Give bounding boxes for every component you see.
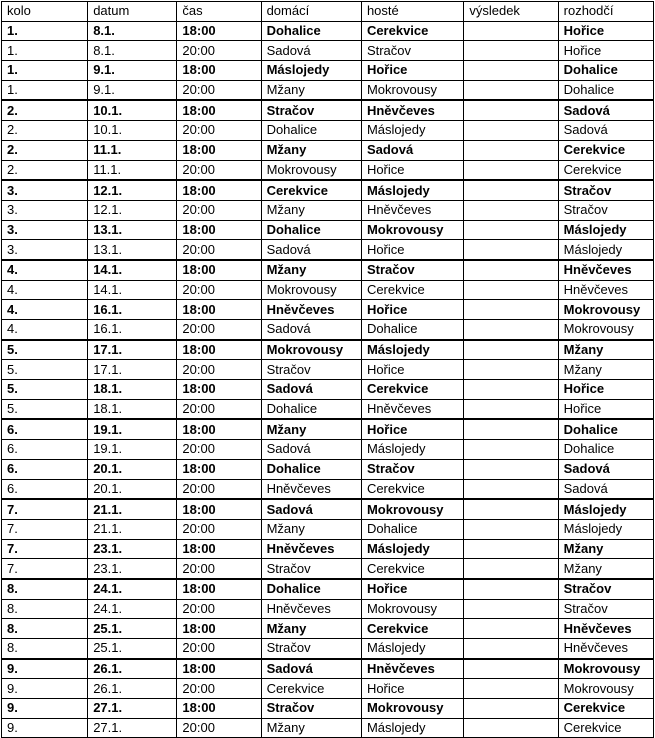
table-row — [2, 340, 654, 360]
cell-kolo: 6. — [2, 479, 88, 499]
table-row — [2, 360, 654, 380]
cell-vysledek[interactable] — [464, 579, 558, 599]
cell-vysledek[interactable] — [464, 440, 558, 460]
cell-vysledek[interactable] — [464, 659, 558, 679]
cell-cas: 18:00 — [177, 140, 261, 160]
cell-cas: 18:00 — [177, 300, 261, 320]
cell-rozhodci: Máslojedy — [558, 220, 653, 240]
cell-domaci: Sadová — [261, 440, 361, 460]
cell-rozhodci: Mokrovousy — [558, 659, 653, 679]
cell-hoste: Sadová — [361, 140, 463, 160]
cell-domaci: Stračov — [261, 100, 361, 120]
table-row — [2, 659, 654, 679]
cell-kolo: 9. — [2, 699, 88, 719]
cell-datum: 9.1. — [88, 61, 177, 81]
cell-datum: 8.1. — [88, 41, 177, 61]
cell-vysledek[interactable] — [464, 499, 558, 519]
cell-cas: 18:00 — [177, 619, 261, 639]
header-kolo: kolo — [2, 2, 88, 22]
table-row — [2, 639, 654, 659]
cell-rozhodci: Hněvčeves — [558, 280, 653, 300]
cell-datum: 24.1. — [88, 599, 177, 619]
cell-rozhodci: Hněvčeves — [558, 639, 653, 659]
cell-domaci: Dohalice — [261, 459, 361, 479]
cell-hoste: Cerekvice — [361, 559, 463, 579]
cell-cas: 18:00 — [177, 539, 261, 559]
header-row — [2, 2, 654, 22]
cell-datum: 27.1. — [88, 718, 177, 738]
cell-datum: 11.1. — [88, 140, 177, 160]
cell-hoste: Máslojedy — [361, 639, 463, 659]
cell-vysledek[interactable] — [464, 519, 558, 539]
cell-domaci: Mžany — [261, 419, 361, 439]
cell-hoste: Mokrovousy — [361, 220, 463, 240]
cell-cas: 18:00 — [177, 499, 261, 519]
cell-domaci: Mžany — [261, 80, 361, 100]
cell-datum: 26.1. — [88, 679, 177, 699]
cell-kolo: 1. — [2, 80, 88, 100]
cell-domaci: Mžany — [261, 519, 361, 539]
table-row — [2, 679, 654, 699]
cell-vysledek[interactable] — [464, 679, 558, 699]
cell-kolo: 4. — [2, 300, 88, 320]
cell-domaci: Cerekvice — [261, 180, 361, 200]
cell-rozhodci: Máslojedy — [558, 240, 653, 260]
table-row — [2, 300, 654, 320]
cell-kolo: 4. — [2, 320, 88, 340]
cell-hoste: Hněvčeves — [361, 399, 463, 419]
cell-kolo: 9. — [2, 659, 88, 679]
cell-vysledek[interactable] — [464, 599, 558, 619]
cell-hoste: Máslojedy — [361, 718, 463, 738]
cell-domaci: Dohalice — [261, 579, 361, 599]
table-row — [2, 320, 654, 340]
cell-kolo: 2. — [2, 140, 88, 160]
cell-hoste: Cerekvice — [361, 280, 463, 300]
cell-kolo: 8. — [2, 619, 88, 639]
cell-vysledek[interactable] — [464, 160, 558, 180]
cell-hoste: Hořice — [361, 160, 463, 180]
cell-domaci: Hněvčeves — [261, 300, 361, 320]
cell-hoste: Máslojedy — [361, 121, 463, 141]
cell-kolo: 1. — [2, 61, 88, 81]
cell-rozhodci: Sadová — [558, 459, 653, 479]
table-row — [2, 599, 654, 619]
header-domaci: domácí — [261, 2, 361, 22]
cell-rozhodci: Mžany — [558, 340, 653, 360]
cell-kolo: 9. — [2, 679, 88, 699]
cell-domaci: Mžany — [261, 200, 361, 220]
cell-cas: 20:00 — [177, 121, 261, 141]
table-row — [2, 61, 654, 81]
cell-kolo: 6. — [2, 459, 88, 479]
cell-cas: 18:00 — [177, 180, 261, 200]
cell-vysledek[interactable] — [464, 260, 558, 280]
cell-hoste: Hořice — [361, 419, 463, 439]
cell-hoste: Hněvčeves — [361, 659, 463, 679]
cell-domaci: Hněvčeves — [261, 479, 361, 499]
cell-cas: 18:00 — [177, 579, 261, 599]
cell-rozhodci: Mžany — [558, 360, 653, 380]
cell-datum: 13.1. — [88, 220, 177, 240]
cell-cas: 20:00 — [177, 639, 261, 659]
cell-rozhodci: Hořice — [558, 399, 653, 419]
cell-cas: 20:00 — [177, 160, 261, 180]
cell-datum: 14.1. — [88, 280, 177, 300]
cell-rozhodci: Mokrovousy — [558, 320, 653, 340]
cell-datum: 16.1. — [88, 320, 177, 340]
cell-cas: 20:00 — [177, 440, 261, 460]
cell-rozhodci: Sadová — [558, 121, 653, 141]
cell-datum: 17.1. — [88, 340, 177, 360]
cell-domaci: Stračov — [261, 360, 361, 380]
cell-kolo: 7. — [2, 519, 88, 539]
cell-hoste: Máslojedy — [361, 180, 463, 200]
cell-vysledek[interactable] — [464, 699, 558, 719]
cell-cas: 20:00 — [177, 399, 261, 419]
cell-cas: 20:00 — [177, 280, 261, 300]
cell-domaci: Dohalice — [261, 121, 361, 141]
table-row — [2, 121, 654, 141]
cell-rozhodci: Stračov — [558, 200, 653, 220]
cell-vysledek[interactable] — [464, 380, 558, 400]
cell-cas: 18:00 — [177, 380, 261, 400]
cell-kolo: 3. — [2, 200, 88, 220]
cell-vysledek[interactable] — [464, 280, 558, 300]
cell-hoste: Máslojedy — [361, 440, 463, 460]
cell-vysledek[interactable] — [464, 41, 558, 61]
cell-cas: 20:00 — [177, 360, 261, 380]
cell-datum: 8.1. — [88, 21, 177, 41]
cell-cas: 20:00 — [177, 519, 261, 539]
cell-rozhodci: Sadová — [558, 479, 653, 499]
cell-vysledek[interactable] — [464, 220, 558, 240]
cell-kolo: 5. — [2, 340, 88, 360]
cell-rozhodci: Dohalice — [558, 61, 653, 81]
cell-datum: 18.1. — [88, 399, 177, 419]
table-row — [2, 440, 654, 460]
cell-domaci: Dohalice — [261, 220, 361, 240]
cell-datum: 10.1. — [88, 121, 177, 141]
cell-vysledek[interactable] — [464, 619, 558, 639]
cell-rozhodci: Stračov — [558, 579, 653, 599]
cell-rozhodci: Hořice — [558, 41, 653, 61]
table-row — [2, 260, 654, 280]
cell-domaci: Máslojedy — [261, 61, 361, 81]
cell-datum: 24.1. — [88, 579, 177, 599]
cell-vysledek[interactable] — [464, 61, 558, 81]
cell-hoste: Cerekvice — [361, 479, 463, 499]
cell-cas: 20:00 — [177, 41, 261, 61]
cell-domaci: Sadová — [261, 240, 361, 260]
cell-cas: 18:00 — [177, 61, 261, 81]
header-rozhodci: rozhodčí — [558, 2, 653, 22]
cell-cas: 18:00 — [177, 419, 261, 439]
cell-datum: 12.1. — [88, 200, 177, 220]
cell-hoste: Dohalice — [361, 320, 463, 340]
cell-datum: 25.1. — [88, 639, 177, 659]
cell-kolo: 8. — [2, 599, 88, 619]
cell-rozhodci: Cerekvice — [558, 699, 653, 719]
schedule-body — [2, 21, 654, 738]
cell-kolo: 7. — [2, 559, 88, 579]
cell-vysledek[interactable] — [464, 459, 558, 479]
cell-rozhodci: Dohalice — [558, 440, 653, 460]
cell-hoste: Mokrovousy — [361, 599, 463, 619]
cell-kolo: 7. — [2, 499, 88, 519]
cell-kolo: 3. — [2, 240, 88, 260]
cell-vysledek[interactable] — [464, 100, 558, 120]
table-row — [2, 200, 654, 220]
cell-kolo: 4. — [2, 260, 88, 280]
cell-domaci: Sadová — [261, 41, 361, 61]
cell-hoste: Hořice — [361, 300, 463, 320]
cell-rozhodci: Cerekvice — [558, 160, 653, 180]
cell-datum: 20.1. — [88, 479, 177, 499]
cell-hoste: Stračov — [361, 260, 463, 280]
cell-datum: 23.1. — [88, 539, 177, 559]
cell-datum: 9.1. — [88, 80, 177, 100]
cell-kolo: 4. — [2, 280, 88, 300]
cell-hoste: Cerekvice — [361, 619, 463, 639]
cell-domaci: Sadová — [261, 659, 361, 679]
table-row — [2, 519, 654, 539]
cell-cas: 20:00 — [177, 479, 261, 499]
cell-datum: 14.1. — [88, 260, 177, 280]
cell-rozhodci: Cerekvice — [558, 718, 653, 738]
header-cas: čas — [177, 2, 261, 22]
table-row — [2, 100, 654, 120]
cell-cas: 20:00 — [177, 80, 261, 100]
table-row — [2, 280, 654, 300]
cell-kolo: 7. — [2, 539, 88, 559]
cell-domaci: Dohalice — [261, 21, 361, 41]
cell-rozhodci: Máslojedy — [558, 499, 653, 519]
cell-cas: 20:00 — [177, 559, 261, 579]
cell-datum: 16.1. — [88, 300, 177, 320]
table-row — [2, 21, 654, 41]
cell-datum: 21.1. — [88, 499, 177, 519]
cell-kolo: 1. — [2, 41, 88, 61]
cell-datum: 25.1. — [88, 619, 177, 639]
cell-domaci: Cerekvice — [261, 679, 361, 699]
cell-hoste: Mokrovousy — [361, 80, 463, 100]
cell-rozhodci: Hněvčeves — [558, 260, 653, 280]
cell-datum: 10.1. — [88, 100, 177, 120]
cell-vysledek[interactable] — [464, 718, 558, 738]
cell-kolo: 6. — [2, 440, 88, 460]
cell-rozhodci: Dohalice — [558, 80, 653, 100]
cell-vysledek[interactable] — [464, 639, 558, 659]
cell-cas: 20:00 — [177, 718, 261, 738]
cell-vysledek[interactable] — [464, 180, 558, 200]
cell-vysledek[interactable] — [464, 399, 558, 419]
cell-cas: 18:00 — [177, 21, 261, 41]
cell-kolo: 5. — [2, 399, 88, 419]
table-row — [2, 399, 654, 419]
cell-hoste: Hořice — [361, 679, 463, 699]
cell-rozhodci: Cerekvice — [558, 140, 653, 160]
cell-datum: 20.1. — [88, 459, 177, 479]
cell-domaci: Mžany — [261, 140, 361, 160]
cell-hoste: Mokrovousy — [361, 499, 463, 519]
cell-domaci: Mžany — [261, 619, 361, 639]
cell-domaci: Mžany — [261, 718, 361, 738]
cell-rozhodci: Mokrovousy — [558, 679, 653, 699]
cell-hoste: Hořice — [361, 61, 463, 81]
cell-cas: 20:00 — [177, 679, 261, 699]
cell-domaci: Sadová — [261, 380, 361, 400]
cell-cas: 18:00 — [177, 220, 261, 240]
cell-vysledek[interactable] — [464, 320, 558, 340]
cell-domaci: Mokrovousy — [261, 160, 361, 180]
cell-cas: 20:00 — [177, 599, 261, 619]
schedule-table — [1, 1, 654, 738]
cell-vysledek[interactable] — [464, 21, 558, 41]
cell-kolo: 8. — [2, 639, 88, 659]
cell-hoste: Cerekvice — [361, 380, 463, 400]
table-row — [2, 180, 654, 200]
table-row — [2, 160, 654, 180]
cell-kolo: 9. — [2, 718, 88, 738]
cell-datum: 19.1. — [88, 419, 177, 439]
cell-rozhodci: Hořice — [558, 21, 653, 41]
cell-hoste: Hořice — [361, 360, 463, 380]
cell-vysledek[interactable] — [464, 360, 558, 380]
cell-vysledek[interactable] — [464, 200, 558, 220]
cell-domaci: Hněvčeves — [261, 539, 361, 559]
cell-datum: 12.1. — [88, 180, 177, 200]
table-row — [2, 80, 654, 100]
cell-cas: 18:00 — [177, 459, 261, 479]
table-row — [2, 619, 654, 639]
cell-rozhodci: Hněvčeves — [558, 619, 653, 639]
table-row — [2, 380, 654, 400]
cell-hoste: Máslojedy — [361, 539, 463, 559]
header-hoste: hosté — [361, 2, 463, 22]
cell-vysledek[interactable] — [464, 340, 558, 360]
cell-cas: 18:00 — [177, 100, 261, 120]
cell-domaci: Mokrovousy — [261, 340, 361, 360]
table-row — [2, 539, 654, 559]
cell-rozhodci: Stračov — [558, 180, 653, 200]
cell-hoste: Stračov — [361, 41, 463, 61]
table-row — [2, 140, 654, 160]
table-row — [2, 419, 654, 439]
cell-hoste: Hořice — [361, 240, 463, 260]
cell-kolo: 8. — [2, 579, 88, 599]
cell-vysledek[interactable] — [464, 559, 558, 579]
cell-datum: 18.1. — [88, 380, 177, 400]
cell-domaci: Stračov — [261, 699, 361, 719]
cell-cas: 18:00 — [177, 659, 261, 679]
cell-kolo: 5. — [2, 360, 88, 380]
cell-rozhodci: Mokrovousy — [558, 300, 653, 320]
header-vysledek: výsledek — [464, 2, 558, 22]
cell-datum: 11.1. — [88, 160, 177, 180]
cell-cas: 20:00 — [177, 200, 261, 220]
header-datum: datum — [88, 2, 177, 22]
cell-datum: 17.1. — [88, 360, 177, 380]
cell-rozhodci: Hořice — [558, 380, 653, 400]
cell-cas: 20:00 — [177, 240, 261, 260]
cell-domaci: Stračov — [261, 559, 361, 579]
table-row — [2, 220, 654, 240]
cell-kolo: 3. — [2, 180, 88, 200]
cell-cas: 18:00 — [177, 340, 261, 360]
cell-kolo: 2. — [2, 160, 88, 180]
table-row — [2, 699, 654, 719]
cell-hoste: Dohalice — [361, 519, 463, 539]
table-row — [2, 459, 654, 479]
cell-vysledek[interactable] — [464, 140, 558, 160]
cell-datum: 26.1. — [88, 659, 177, 679]
cell-domaci: Mžany — [261, 260, 361, 280]
cell-hoste: Hněvčeves — [361, 200, 463, 220]
cell-hoste: Hořice — [361, 579, 463, 599]
cell-cas: 20:00 — [177, 320, 261, 340]
cell-datum: 23.1. — [88, 559, 177, 579]
cell-rozhodci: Stračov — [558, 599, 653, 619]
cell-datum: 21.1. — [88, 519, 177, 539]
cell-vysledek[interactable] — [464, 479, 558, 499]
table-row — [2, 559, 654, 579]
cell-hoste: Stračov — [361, 459, 463, 479]
cell-kolo: 6. — [2, 419, 88, 439]
cell-rozhodci: Máslojedy — [558, 519, 653, 539]
cell-rozhodci: Sadová — [558, 100, 653, 120]
cell-vysledek[interactable] — [464, 419, 558, 439]
cell-rozhodci: Mžany — [558, 559, 653, 579]
cell-vysledek[interactable] — [464, 539, 558, 559]
cell-rozhodci: Mžany — [558, 539, 653, 559]
cell-vysledek[interactable] — [464, 80, 558, 100]
cell-kolo: 3. — [2, 220, 88, 240]
cell-hoste: Hněvčeves — [361, 100, 463, 120]
cell-vysledek[interactable] — [464, 240, 558, 260]
table-row — [2, 579, 654, 599]
cell-vysledek[interactable] — [464, 300, 558, 320]
table-row — [2, 479, 654, 499]
cell-datum: 27.1. — [88, 699, 177, 719]
cell-hoste: Cerekvice — [361, 21, 463, 41]
cell-datum: 13.1. — [88, 240, 177, 260]
cell-domaci: Hněvčeves — [261, 599, 361, 619]
cell-rozhodci: Dohalice — [558, 419, 653, 439]
cell-kolo: 2. — [2, 121, 88, 141]
cell-domaci: Sadová — [261, 320, 361, 340]
cell-hoste: Mokrovousy — [361, 699, 463, 719]
table-row — [2, 41, 654, 61]
cell-domaci: Mokrovousy — [261, 280, 361, 300]
cell-kolo: 2. — [2, 100, 88, 120]
cell-kolo: 1. — [2, 21, 88, 41]
cell-kolo: 5. — [2, 380, 88, 400]
cell-domaci: Stračov — [261, 639, 361, 659]
cell-hoste: Máslojedy — [361, 340, 463, 360]
cell-domaci: Dohalice — [261, 399, 361, 419]
cell-vysledek[interactable] — [464, 121, 558, 141]
table-row — [2, 499, 654, 519]
cell-cas: 18:00 — [177, 699, 261, 719]
cell-domaci: Sadová — [261, 499, 361, 519]
table-row — [2, 240, 654, 260]
table-row — [2, 718, 654, 738]
cell-datum: 19.1. — [88, 440, 177, 460]
cell-cas: 18:00 — [177, 260, 261, 280]
